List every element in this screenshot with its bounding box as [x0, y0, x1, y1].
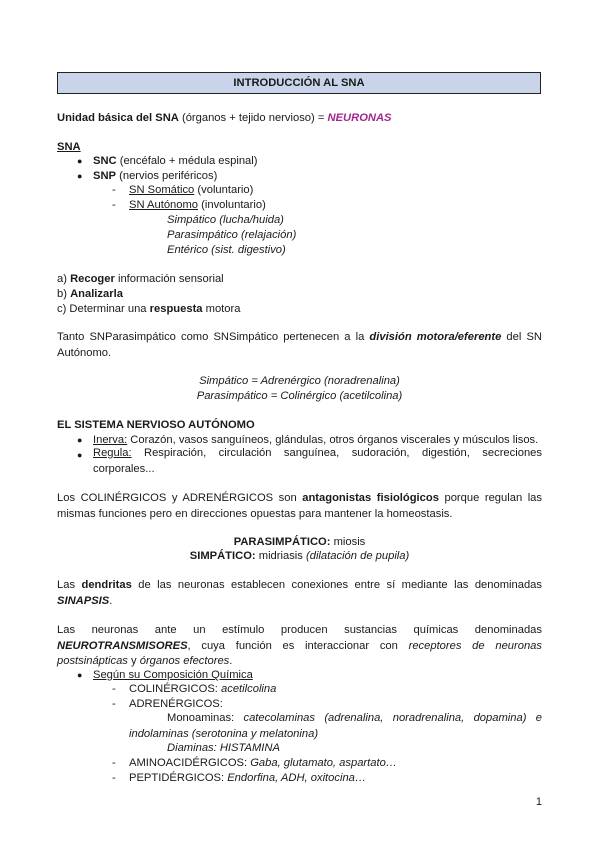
page-title: INTRODUCCIÓN AL SNA [57, 72, 541, 94]
somatico-label: SN Somático [129, 184, 195, 196]
peptidergicos-item [129, 771, 366, 785]
amino-val: Gaba, glutamato, aspartato… [250, 757, 397, 769]
diaminas-item: Diaminas: HISTAMINA [167, 742, 280, 754]
adrenergicos-item: ADRENÉRGICOS: [129, 698, 223, 710]
sna-heading: SNA [57, 141, 81, 153]
simpatico-pupila [57, 549, 542, 564]
dendritas-text2: de las neuronas establecen conexiones entre sí mediante las denominadas [131, 579, 543, 591]
dash-marker: - [112, 772, 116, 784]
step-c-text: motora [202, 303, 241, 315]
amino-label: AMINOACIDÉRGICOS: [129, 757, 251, 769]
parasimpatico-sub: Parasimpático (relajación) [167, 229, 297, 241]
step-c [57, 302, 240, 316]
neuro-text1: Las neuronas ante un estímulo producen sustancias químicas denominadas [57, 624, 542, 636]
neurotransmisores-paragraph [57, 623, 542, 670]
para-bold: PARASIMPÁTICO: [233, 536, 331, 548]
monoaminas-item [129, 711, 542, 742]
dash-marker: - [112, 184, 116, 196]
neuro-italic1: receptores de neuronas postsinápticas [57, 639, 542, 667]
neuro-text4: . [229, 655, 233, 667]
step-a [57, 272, 224, 286]
step-a-bold: Recoger [70, 273, 115, 285]
somatico-item [129, 183, 253, 197]
snc-text: (encéfalo + médula espinal) [116, 155, 258, 167]
antagonistas-paragraph [57, 491, 542, 522]
regula-item [93, 446, 542, 477]
dash-marker: - [112, 698, 116, 710]
dendritas-paragraph [57, 578, 542, 609]
equivalencia-parasimpatico: Parasimpático = Colinérgico (acetilcolina) [196, 390, 403, 402]
bullet-icon: ● [77, 435, 83, 445]
inerva-label: Inerva: [93, 434, 128, 446]
snp-bold: SNP [93, 170, 117, 182]
unidad-line [57, 111, 392, 125]
equivalencia-simpatico: Simpático = Adrenérgico (noradrenalina) [199, 375, 400, 387]
neurotransmisores-term: NEUROTRANSMISORES [57, 639, 188, 652]
col-val: acetilcolina [221, 683, 277, 695]
step-b-pre: b) [57, 288, 71, 300]
composicion-heading: Según su Composición Química [93, 669, 253, 681]
neuro-text2: , cuya función es interaccionar con [187, 639, 409, 652]
antagonistas-text1: Los COLINÉRGICOS y ADRENÉRGICOS son [57, 492, 303, 504]
aminoacidergicos-item [129, 756, 397, 770]
simp-bold: SIMPÁTICO: [189, 550, 256, 562]
bullet-icon: ● [77, 171, 83, 181]
step-a-pre: a) [57, 273, 71, 285]
step-c-pre: c) Determinar una [57, 303, 150, 315]
antagonistas-bold: antagonistas fisiológicos [302, 492, 439, 504]
antagonistas-text2: porque regulan las mismas funciones pero en direcciones opuestas para mantener la homeostasis. [57, 492, 542, 520]
bullet-icon: ● [77, 156, 83, 166]
dendritas-bold: dendritas [81, 579, 132, 591]
pep-label: PEPTIDÉRGICOS: [129, 772, 228, 784]
regula-label: Regula: [93, 447, 132, 459]
dash-marker: - [112, 683, 116, 695]
tanto-bold: división motora/eferente [369, 331, 502, 343]
autonomo-label: SN Autónomo [129, 199, 199, 211]
inerva-text: Corazón, vasos sanguíneos, glándulas, otros órganos viscerales y músculos lisos. [127, 434, 539, 446]
autonomo-text: (involuntario) [198, 199, 266, 211]
neuronas-highlight: NEURONAS [327, 112, 392, 124]
dash-marker: - [112, 757, 116, 769]
neuro-italic2: órganos efectores [139, 655, 230, 667]
step-b-bold: Analizarla [70, 288, 123, 300]
inerva-item [93, 433, 538, 447]
simp-italic: (dilatación de pupila) [306, 550, 410, 562]
para-text: miosis [330, 536, 366, 548]
dendritas-text1: Las [57, 579, 82, 591]
step-b [57, 287, 123, 301]
somatico-text: (voluntario) [194, 184, 254, 196]
snc-item [93, 154, 258, 168]
tanto-text2: del SN Autónomo. [57, 331, 542, 359]
snp-item [93, 169, 217, 183]
autonomo-heading: EL SISTEMA NERVIOSO AUTÓNOMO [57, 419, 255, 431]
neuro-text3: y [127, 655, 140, 667]
col-label: COLINÉRGICOS: [129, 683, 222, 695]
enterico-sub: Entérico (sist. digestivo) [167, 244, 286, 256]
tanto-paragraph [57, 330, 542, 361]
step-a-text: información sensorial [114, 273, 224, 285]
unidad-text: (órganos + tejido nervioso) = [178, 112, 328, 124]
simpatico-sub: Simpático (lucha/huida) [167, 214, 284, 226]
bullet-icon: ● [77, 450, 83, 460]
parasimpatico-pupila [57, 535, 542, 550]
autonomo-item [129, 198, 266, 212]
simp-text: midriasis [255, 550, 306, 562]
snc-bold: SNC [93, 155, 117, 167]
page-number: 1 [535, 796, 542, 808]
snp-text: (nervios periféricos) [116, 170, 218, 182]
mono-label: Monoaminas: [167, 712, 244, 724]
sinapsis-term: SINAPSIS [57, 594, 110, 607]
unidad-bold: Unidad básica del SNA [57, 112, 179, 124]
mono-val: catecolaminas (adrenalina, noradrenalina, dopamina) e indolaminas (serotonina y melatonina) [129, 712, 542, 740]
regula-text: Respiración, circulación sanguínea, sudoración, digestión, secreciones corporales... [93, 447, 542, 475]
colinergicos-item [129, 682, 276, 696]
tanto-text1: Tanto SNParasimpático como SNSimpático pertenecen a la [57, 331, 370, 343]
dendritas-text3: . [109, 594, 113, 607]
pep-val: Endorfina, ADH, oxitocina… [227, 772, 367, 784]
step-c-bold: respuesta [149, 303, 203, 315]
bullet-icon: ● [77, 670, 83, 680]
dash-marker: - [112, 199, 116, 211]
